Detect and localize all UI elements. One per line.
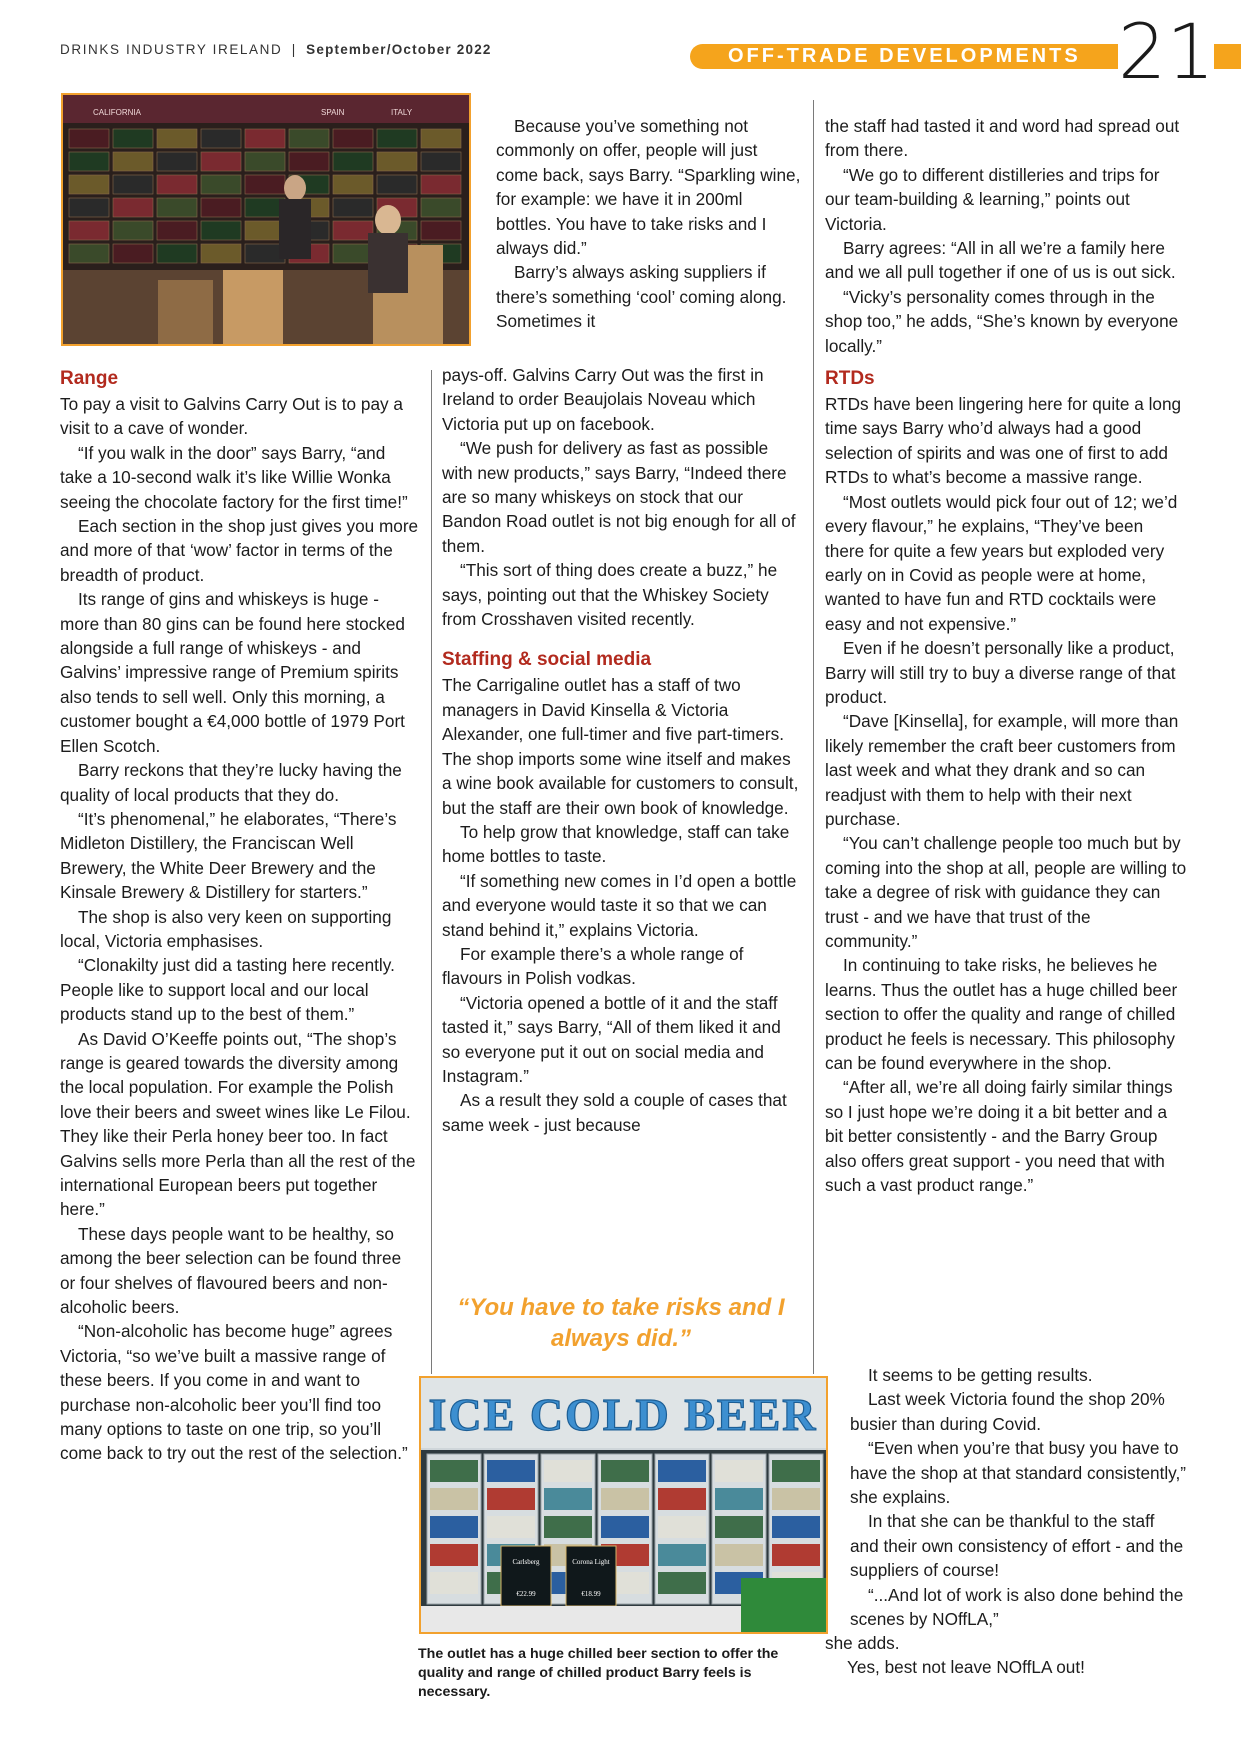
paragraph: Because you’ve something not commonly on offer, people will just come back, says Barry. “Sparkling wine, for example: we have it in 200ml bottles. You have to take risks and I always did.”: [496, 116, 801, 259]
paragraph: For example there’s a whole range of flavours in Polish vodkas.: [442, 943, 744, 989]
header-separator: |: [291, 42, 297, 57]
column-divider: [431, 370, 432, 1374]
price-card-brand: Corona Light: [572, 1558, 610, 1566]
page-number: 21: [1118, 7, 1215, 96]
column-right: [825, 114, 1187, 1197]
paragraph: Its range of gins and whiskeys is huge - more than 80 gins can be found here stocked alongside a full range of whiskeys - and Galvins’ impressive range of Premium spirits also tends to sell well. Only this morning, a customer bought a €4,000 bottle of 1979 Port Ellen Scotch.: [60, 589, 405, 756]
sign-spain: SPAIN: [321, 108, 345, 117]
price-card-price: €18.99: [581, 1590, 601, 1598]
paragraph: “Clonakilty just did a tasting here recently. People like to support local and our local products stand up to the best of them.”: [60, 955, 395, 1025]
paragraph: “It’s phenomenal,” he elaborates, “There’s Midleton Distillery, the Franciscan Well Brewery, the White Deer Brewery and the Kinsale Brewery & Distillery for starters.”: [60, 808, 397, 903]
paragraph: she adds.: [825, 1633, 900, 1653]
closing-line: [847, 1655, 1187, 1679]
column-range: [60, 366, 420, 1466]
paragraph: “We go to different distilleries and trips for our team-building & learning,” points out Victoria.: [825, 164, 1160, 234]
section-title: OFF-TRADE DEVELOPMENTS: [728, 45, 1081, 67]
price-card-price: €22.99: [516, 1590, 536, 1598]
column-divider: [813, 100, 814, 1374]
paragraph: In that she can be thankful to the staff and their own consistency of effort - and the suppliers of course!: [850, 1511, 1184, 1581]
paragraph: Last week Victoria found the shop 20% busier than during Covid.: [850, 1389, 1165, 1434]
issue-date: September/October 2022: [306, 42, 492, 57]
sign-italy: ITALY: [391, 108, 413, 117]
paragraph: “Non-alcoholic has become huge” agrees Victoria, “so we’ve built a massive range of these beers. If you come in and want to purchase non-alcoholic beer you’ll find too many options to taste on one trip, so you’ll come back to try out the rest of the selection.”: [60, 1321, 408, 1464]
heading-range: Range: [60, 368, 119, 389]
paragraph: Even if he doesn’t personally like a product, Barry will still try to buy a diverse range of that product.: [825, 638, 1176, 707]
pull-quote: “You have to take risks and I always did.”: [457, 1294, 785, 1352]
paragraph: Yes, best not leave NOffLA out!: [847, 1657, 1085, 1677]
paragraph: The shop is also very keen on supporting local, Victoria emphasises.: [60, 906, 392, 951]
paragraph: As David O’Keeffe points out, “The shop’s range is geared towards the diversity among the local population. For example the Polish love their beers and sweet wines like Le Filou. They like their Perla honey beer too. In fact Galvins sells more Perla than all the rest of the international European beers put together here.”: [60, 1028, 416, 1220]
heading-staffing: Staffing & social media: [442, 649, 652, 671]
column-right-end: [850, 1363, 1186, 1631]
paragraph: RTDs have been lingering here for quite a long time says Barry who’d always had a good selection of spirits and was one of first to add RTDs to what’s become a massive range.: [825, 394, 1182, 488]
paragraph: “After all, we’re all doing fairly similar things so I just hope we’re doing it a bit better and a bit better consistently - and the Barry Group also offers great support - you need that with such a vast product range.”: [825, 1077, 1173, 1196]
paragraph: It seems to be getting results.: [868, 1365, 1093, 1385]
paragraph: “Victoria opened a bottle of it and the staff tasted it,” says Barry, “All of them liked it and so everyone put it out on social media and Instagram.”: [442, 992, 781, 1086]
paragraph: Barry agrees: “All in all we’re a family here and we all pull together if one of us is out sick.: [825, 238, 1176, 283]
paragraph: pays-off. Galvins Carry Out was the first in Ireland to order Beaujolais Noveau which Victoria put up on facebook.: [442, 365, 764, 434]
paragraph: Each section in the shop just gives you more and more of that ‘wow’ factor in terms of the breadth of product.: [60, 516, 419, 585]
paragraph: In continuing to take risks, he believes he learns. Thus the outlet has a huge chilled beer section to offer the quality and range of chilled product he feels is necessary. This philosophy can be found everywhere in the shop.: [825, 955, 1178, 1074]
paragraph: As a result they sold a couple of cases that same week - just because: [442, 1090, 787, 1135]
paragraph: Barry reckons that they’re lucky having the quality of local products that they do.: [60, 760, 402, 805]
wine-shop-photo: [61, 93, 471, 346]
paragraph: To pay a visit to Galvins Carry Out is to pay a visit to a cave of wonder.: [60, 394, 403, 439]
heading-rtds: RTDs: [825, 368, 875, 390]
paragraph: “Dave [Kinsella], for example, will more than likely remember the craft beer customers from last week and what they drank and so can readjust with them to help with their next purchase.: [825, 711, 1179, 829]
paragraph: The Carrigaline outlet has a staff of two managers in David Kinsella & Victoria Alexander, one full-timer and five part-timers. The shop imports some wine itself and makes a wine book available for customers to consult, but the staff are their own book of knowledge.: [442, 675, 799, 818]
paragraph: “Vicky’s personality comes through in the shop too,” he adds, “She’s known by everyone locally.”: [825, 286, 1179, 356]
paragraph: “This sort of thing does create a buzz,” he says, pointing out that the Whiskey Society from Crosshaven visited recently.: [442, 560, 778, 630]
she-adds-line: [825, 1631, 1025, 1655]
photo-caption: The outlet has a huge chilled beer section to offer the quality and range of chilled product Barry feels is necessary.: [418, 1646, 779, 1700]
column-middle-top: [496, 114, 802, 334]
paragraph: “...And lot of work is also done behind the scenes by NOffLA,”: [850, 1584, 1184, 1630]
sign-california: CALIFORNIA: [93, 108, 142, 117]
paragraph: To help grow that knowledge, staff can take home bottles to taste.: [442, 821, 790, 867]
running-header: [60, 42, 492, 57]
paragraph: “If something new comes in I’d open a bottle and everyone would taste it so that we can stand behind it,” explains Victoria.: [442, 870, 797, 940]
paragraph: “You can’t challenge people too much but by coming into the shop at all, people are willing to take a degree of risk with guidance they can trust - and we have that trust of the community.”: [825, 833, 1187, 951]
publication-name: DRINKS INDUSTRY IRELAND: [60, 42, 283, 57]
paragraph: “Most outlets would pick four out of 12; we’d every flavour,” he explains, “They’ve been there for quite a few years but exploded very early on in Covid as people were at home, wanted to have fun and RTD cocktails were easy and not expensive.”: [825, 491, 1178, 634]
paragraph: “If you walk in the door” says Barry, “and take a 10-second walk it’s like Willie Wonka seeing the chocolate factory for the first time!”: [60, 442, 408, 512]
paragraph: Barry’s always asking suppliers if there’s something ‘cool’ coming along. Sometimes it: [496, 262, 787, 332]
paragraph: the staff had tasted it and word had spread out from there.: [825, 116, 1180, 161]
paragraph: “Even when you’re that busy you have to have the shop at that standard consistently,” she explains.: [850, 1438, 1186, 1508]
paragraph: “We push for delivery as fast as possible with new products,” says Barry, “Indeed there are so many whiskeys on stock that our Bandon Road outlet is not big enough for all of them.: [442, 438, 796, 556]
paragraph: These days people want to be healthy, so among the beer selection can be found three or four shelves of flavoured beers and non-alcoholic beers.: [60, 1223, 402, 1318]
beer-fridge-photo: [419, 1376, 828, 1634]
ice-cold-beer-sign: ICE COLD BEER: [428, 1389, 818, 1440]
column-middle: [442, 363, 802, 1137]
price-card-brand: Carlsberg: [512, 1558, 540, 1566]
